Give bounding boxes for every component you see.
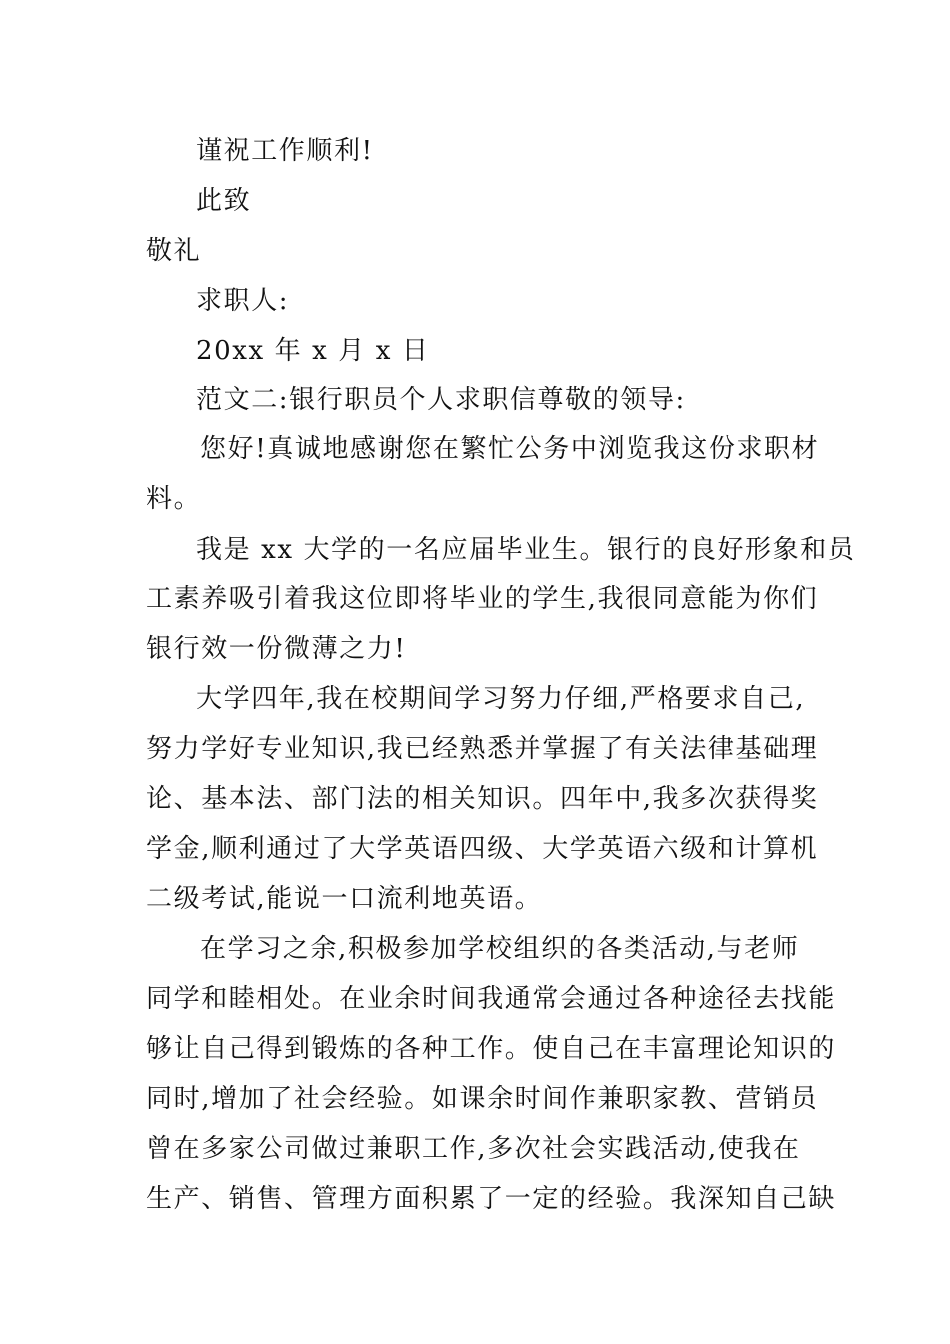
- paragraph-line: 二级考试,能说一口流利地英语。: [146, 884, 543, 914]
- paragraph-line: 论、基本法、部门法的相关知识。四年中,我多次获得奖: [146, 784, 819, 814]
- paragraph-line: 努力学好专业知识,我已经熟悉并掌握了有关法律基础理: [146, 734, 819, 764]
- closing-jingli: 敬礼: [146, 236, 202, 266]
- paragraph-line: 银行效一份微薄之力!: [146, 634, 407, 664]
- paragraph-line: 同学和睦相处。在业余时间我通常会通过各种途径去找能: [146, 984, 837, 1014]
- paragraph-line: 学金,顺利通过了大学英语四级、大学英语六级和计算机: [146, 834, 819, 864]
- paragraph-line: 同时,增加了社会经验。如课余时间作兼职家教、营销员: [146, 1084, 819, 1114]
- paragraph-line: 生产、销售、管理方面积累了一定的经验。我深知自己缺: [146, 1184, 837, 1214]
- paragraph-line: 料。: [146, 484, 202, 514]
- paragraph-line: 曾在多家公司做过兼职工作,多次社会实践活动,使我在: [146, 1134, 801, 1164]
- paragraph-line: 您好!真诚地感谢您在繁忙公务中浏览我这份求职材: [200, 434, 820, 464]
- closing-wish: 谨祝工作顺利!: [196, 136, 374, 166]
- letter-date: 20xx 年 x 月 x 日: [196, 336, 430, 366]
- paragraph-line: 够让自己得到锻炼的各种工作。使自己在丰富理论知识的: [146, 1034, 837, 1064]
- paragraph-line: 工素养吸引着我这位即将毕业的学生,我很同意能为你们: [146, 584, 819, 614]
- sample2-heading: 范文二:银行职员个人求职信尊敬的领导:: [196, 385, 686, 415]
- paragraph-line: 大学四年,我在校期间学习努力仔细,严格要求自己,: [196, 684, 806, 714]
- closing-cizhi: 此致: [196, 186, 252, 216]
- paragraph-line: 在学习之余,积极参加学校组织的各类活动,与老师: [200, 934, 800, 964]
- applicant-label: 求职人:: [196, 286, 290, 316]
- paragraph-line: 我是 xx 大学的一名应届毕业生。银行的良好形象和员: [196, 535, 856, 565]
